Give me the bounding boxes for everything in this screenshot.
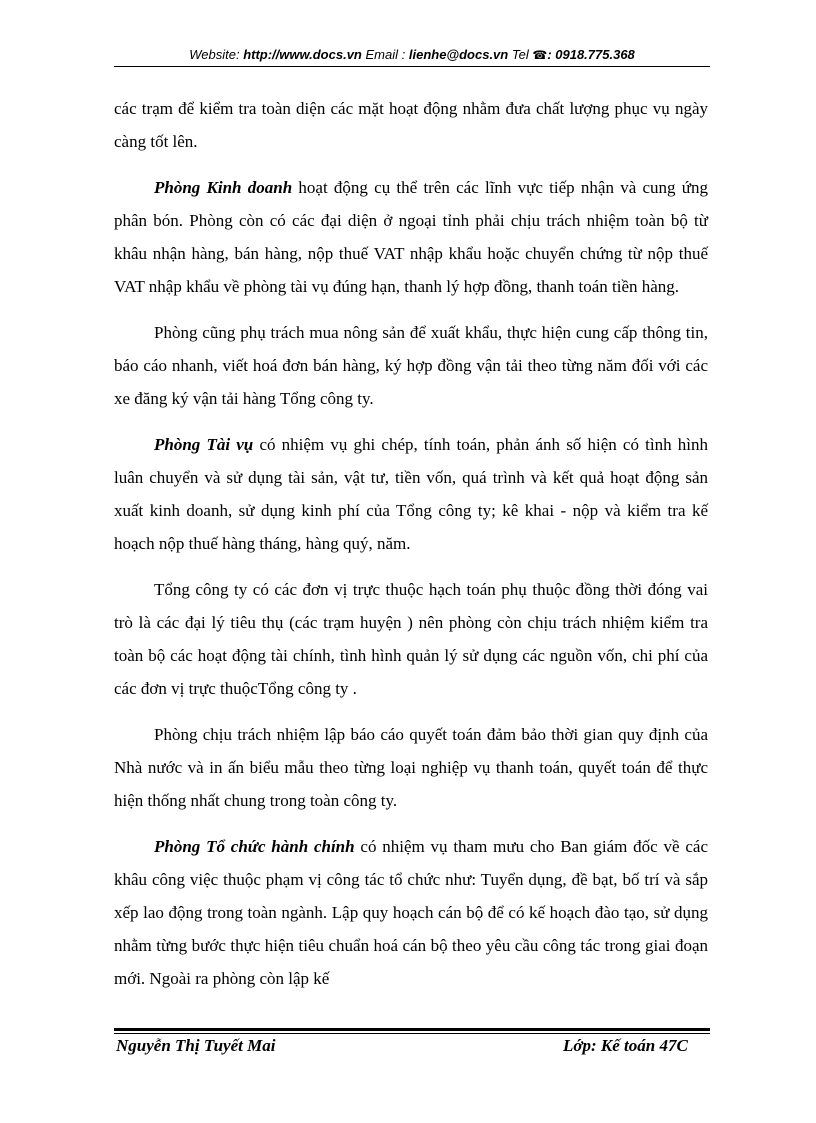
heading-phong-kinh-doanh: Phòng Kinh doanh [154,178,293,197]
website-url[interactable]: http://www.docs.vn [243,47,362,62]
heading-phong-to-chuc-hanh-chinh: Phòng Tổ chức hành chính [154,837,355,856]
footer-author: Nguyễn Thị Tuyết Mai [116,1036,276,1055]
footer-divider-thick [114,1028,710,1031]
tel-label: Tel [511,47,529,62]
phone-icon: ☎ [532,48,548,62]
paragraph-1: các trạm để kiểm tra toàn diện các mặt hoạt động nhằm đưa chất lượng phục vụ ngày càng tốt lên. [114,99,708,151]
footer-class: Lớp: Kế toán 47C [563,1036,688,1055]
paragraph-7: Phòng Tổ chức hành chính có nhiệm vụ tham mưu cho Ban giám đốc về các khâu công việc thuộc phạm vị công tác tổ chức như: Tuyển dụng, đề bạt, bố trí và sắp xếp lao động trong toàn ngành. Lập quy hoạch cán bộ để có kế hoạch đào tạo, sử dụng nhằm từng bước thực hiện tiêu chuẩn hoá cán bộ theo yêu cầu công tác trong giai đoạn mới. Ngoài ra phòng còn lập kế [114,837,709,988]
paragraph-5: Tổng công ty có các đơn vị trực thuộc hạch toán phụ thuộc đồng thời đóng vai trò là các đại lý tiêu thụ (các trạm huyện ) nên phòng còn chịu trách nhiệm kiểm tra toàn bộ các hoạt động tài chính, tình hình quản lý sử dụng các nguồn vốn, chi phí của các đơn vị trực thuộcTổng công ty . [114,580,708,698]
paragraph-3: Phòng cũng phụ trách mua nông sản để xuất khẩu, thực hiện cung cấp thông tin, báo cáo nhanh, viết hoá đơn bán hàng, ký hợp đồng vận tải theo từng năm đối với các xe đăng ký vận tải hàng Tổng công ty. [114,323,708,408]
website-label: Website: [189,47,240,62]
footer-divider-thin [114,1033,710,1034]
email-value[interactable]: lienhe@docs.vn [408,47,509,62]
header-divider [114,66,710,67]
heading-phong-tai-vu: Phòng Tài vụ [154,435,254,454]
paragraph-4: Phòng Tài vụ có nhiệm vụ ghi chép, tính toán, phản ánh số hiện có tình hình luân chuyển và sử dụng tài sản, vật tư, tiền vốn, quá trình và kết quả hoạt động sản xuất kinh doanh, sử dụng kinh phí của Tổng công ty; kê khai - nộp và kiểm tra kế hoạch nộp thuế hàng tháng, hàng quý, năm. [114,435,708,553]
document-body [114,92,708,1008]
page-header [114,47,710,62]
phone-value: : 0918.775.368 [547,47,635,62]
paragraph-2: Phòng Kinh doanh hoạt động cụ thể trên các lĩnh vực tiếp nhận và cung ứng phân bón. Phòng còn có các đại diện ở ngoại tỉnh phải chịu trách nhiệm toàn bộ từ khâu nhận hàng, bán hàng, nộp thuế VAT nhập khẩu hoặc chuyển chứng từ nộp thuế VAT nhập khẩu về phòng tài vụ đúng hạn, thanh lý hợp đồng, thanh toán tiền hàng. [114,178,708,296]
email-label: Email : [365,47,406,62]
paragraph-6: Phòng chịu trách nhiệm lập báo cáo quyết toán đảm bảo thời gian quy định của Nhà nước và in ấn biểu mẫu theo từng loại nghiệp vụ thanh toán, quyết toán để thực hiện thống nhất chung trong toàn công ty. [114,725,708,810]
